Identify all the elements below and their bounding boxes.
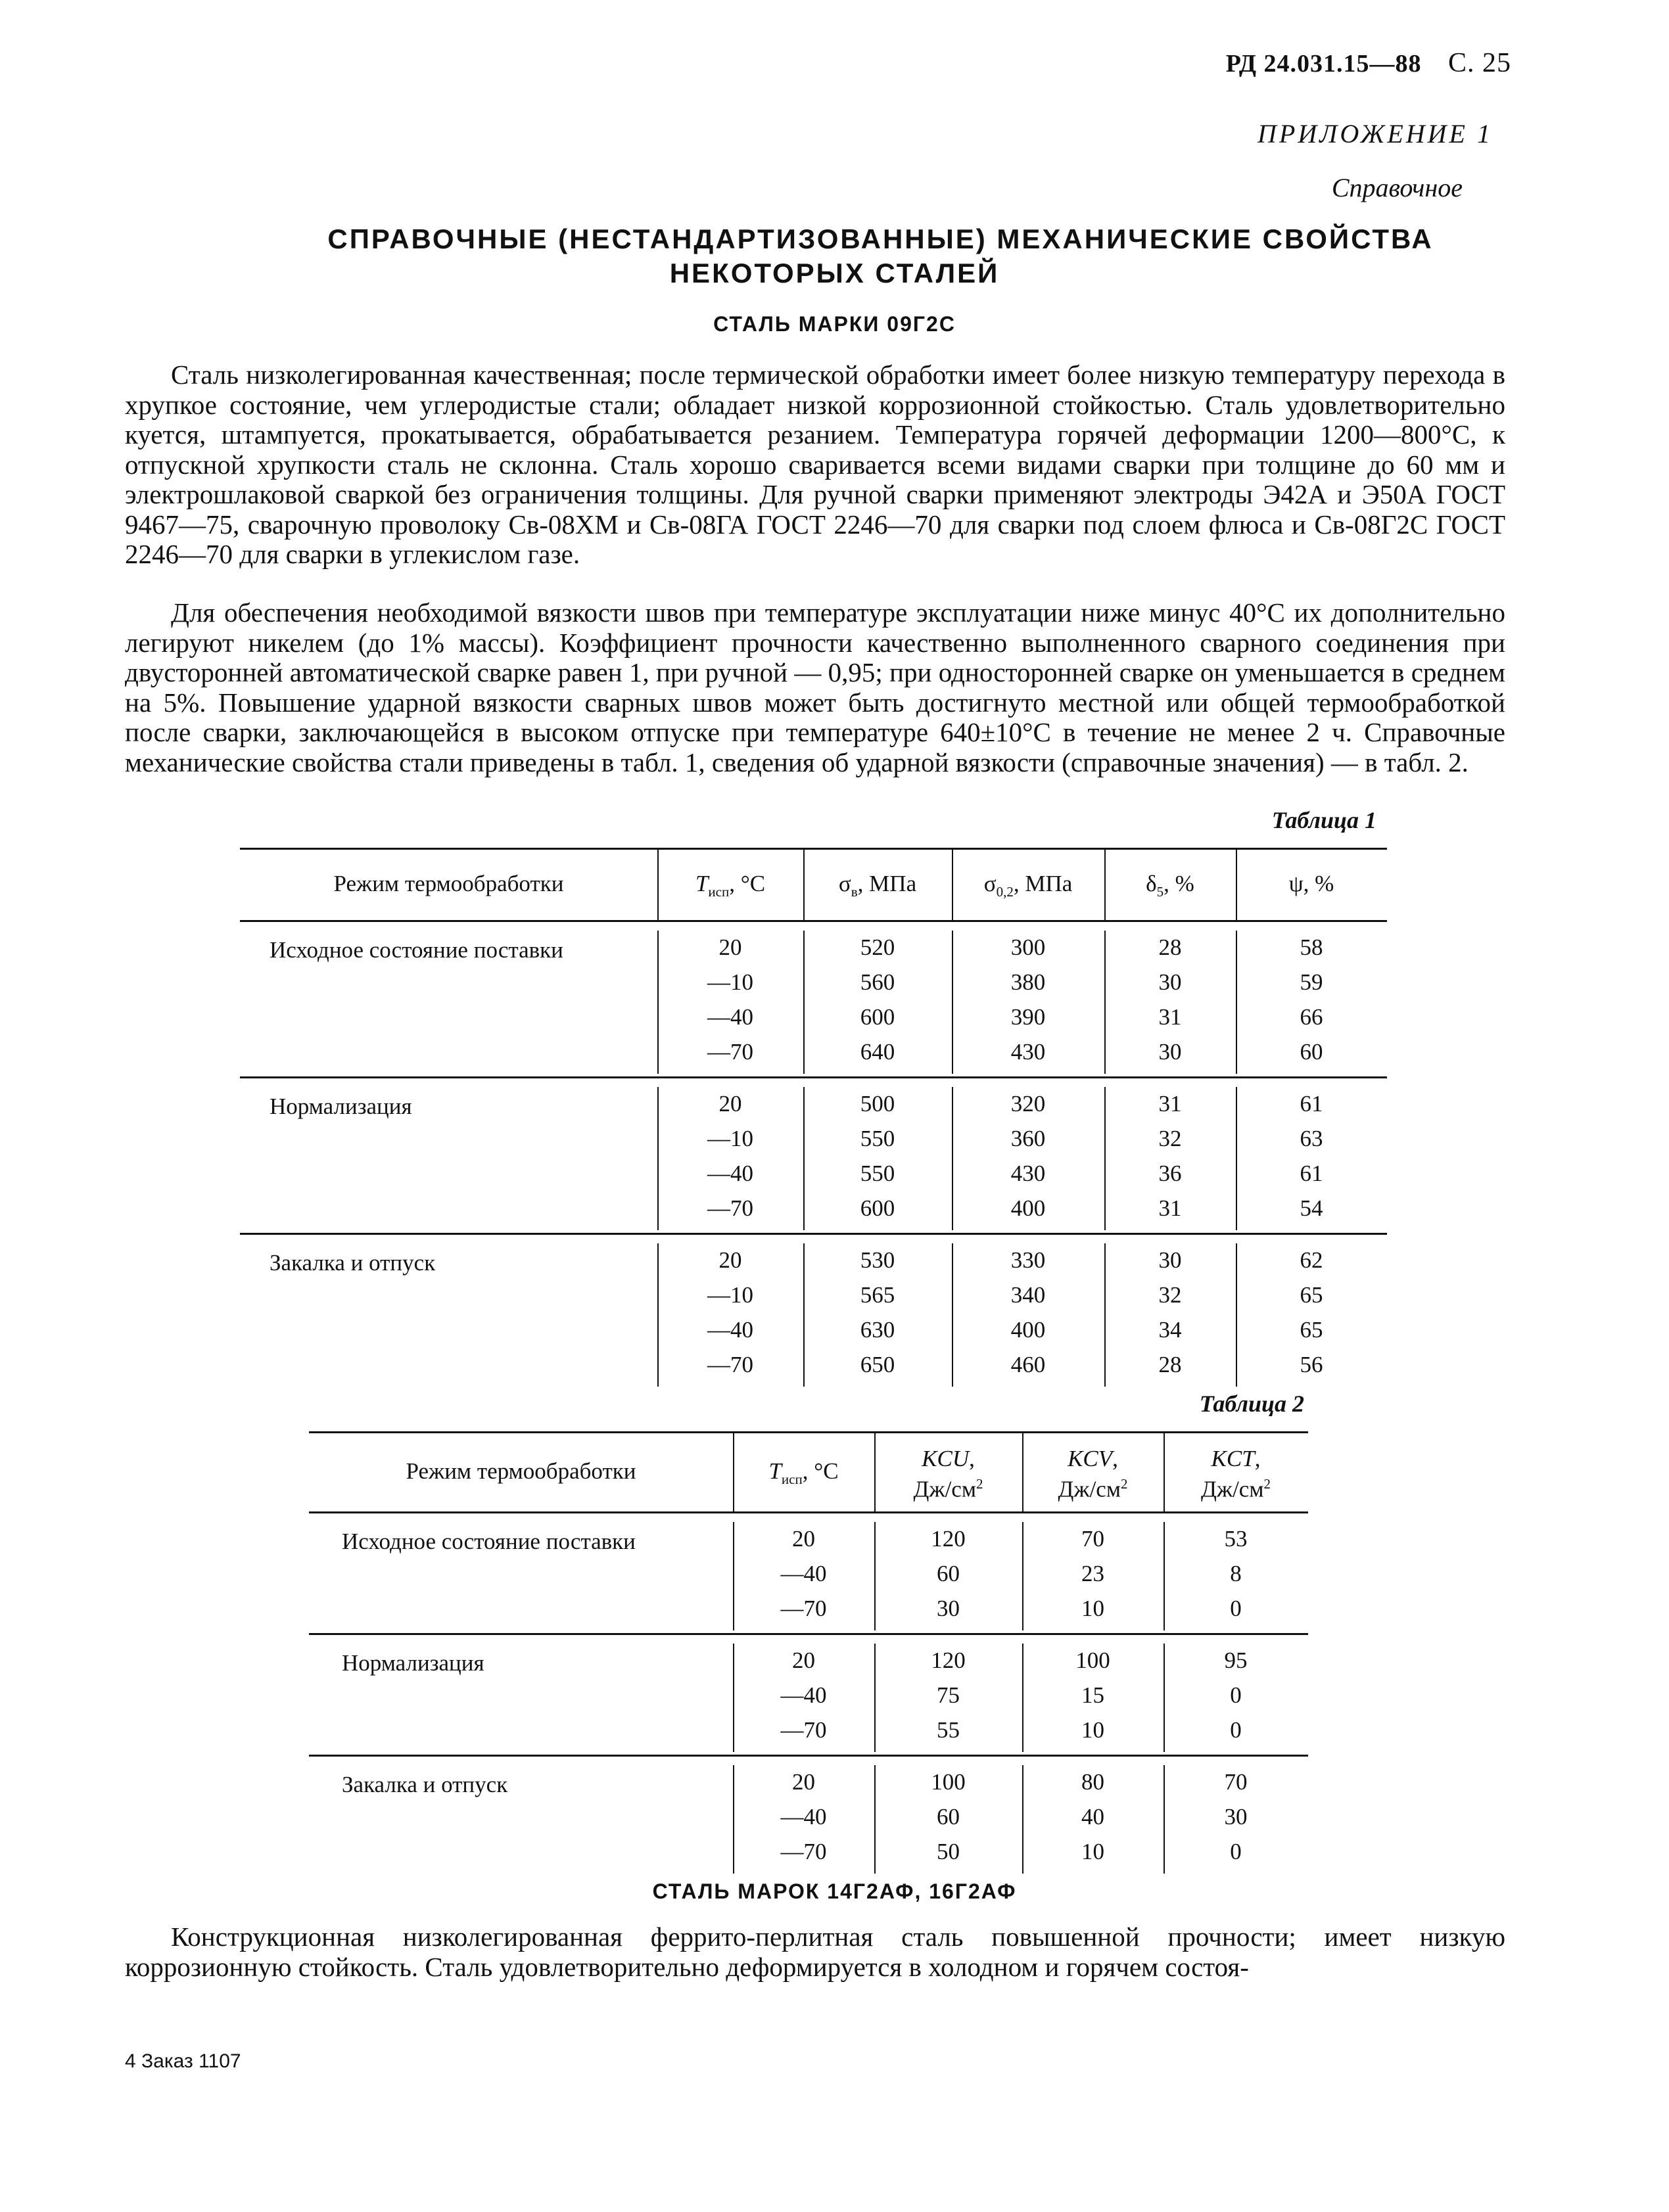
table-cell: 31 xyxy=(1158,1004,1182,1030)
page-number: С. 25 xyxy=(1447,48,1511,78)
table-rule xyxy=(240,920,1387,922)
table-cell: 360 xyxy=(1010,1126,1046,1151)
table-cell: 80 xyxy=(1081,1769,1104,1795)
table-cell: 32 xyxy=(1158,1282,1182,1308)
table-cell: 62 xyxy=(1300,1247,1323,1273)
table-cell: 20 xyxy=(718,1247,742,1273)
table-cell: 60 xyxy=(937,1561,960,1586)
table-cell: 0 xyxy=(1230,1596,1242,1621)
appendix-type: Справочное xyxy=(1331,173,1463,202)
table-rule xyxy=(1236,1087,1237,1230)
table-cell: —40 xyxy=(780,1804,827,1830)
table-cell: 430 xyxy=(1010,1039,1046,1065)
table-cell: 8 xyxy=(1230,1561,1242,1586)
table-rule xyxy=(1022,1765,1023,1874)
table-cell: 400 xyxy=(1010,1317,1046,1343)
table-cell: 120 xyxy=(931,1647,966,1673)
table-cell: 100 xyxy=(931,1769,966,1795)
table-rule xyxy=(1104,1243,1106,1387)
table-rule xyxy=(1022,1431,1023,1511)
table-cell: 10 xyxy=(1081,1839,1104,1864)
table-rule xyxy=(1164,1522,1165,1630)
table-rule xyxy=(952,1087,953,1230)
table-rule xyxy=(1164,1765,1165,1874)
table-cell: 10 xyxy=(1081,1717,1104,1743)
table-cell: 10 xyxy=(1081,1596,1104,1621)
table-cell: 400 xyxy=(1010,1195,1046,1221)
table-rule xyxy=(803,1087,805,1230)
table-cell: —40 xyxy=(780,1561,827,1586)
table-cell: 23 xyxy=(1081,1561,1104,1586)
table-cell: —70 xyxy=(707,1352,753,1377)
table-mode-label: Закалка и отпуск xyxy=(270,1250,436,1276)
table-rule xyxy=(1104,848,1106,920)
table-cell: 320 xyxy=(1010,1091,1046,1117)
table-cell: 0 xyxy=(1230,1839,1242,1864)
table-cell: 30 xyxy=(937,1596,960,1621)
table-cell: 120 xyxy=(931,1526,966,1552)
table-header-cell: $T_{исп}$, °С xyxy=(695,871,766,900)
table-rule xyxy=(1164,1431,1165,1511)
table-rule xyxy=(733,1431,734,1511)
table-rule xyxy=(240,1233,1387,1235)
table-cell: 520 xyxy=(860,934,895,960)
table-cell: —70 xyxy=(780,1596,827,1621)
table-cell: 70 xyxy=(1081,1526,1104,1552)
table-cell: —40 xyxy=(780,1682,827,1708)
table-header-cell: Режим термообработки xyxy=(333,871,564,896)
doc-number: РД 24.031.15—88 xyxy=(1225,50,1422,78)
table-cell: 55 xyxy=(937,1717,960,1743)
table-cell: 15 xyxy=(1081,1682,1104,1708)
table-rule xyxy=(733,1522,734,1630)
table-cell: 63 xyxy=(1300,1126,1323,1151)
table-header-cell: KCU, $Дж/см^2$ xyxy=(913,1446,983,1502)
table-header-cell: Режим термообработки xyxy=(406,1458,636,1484)
table-cell: 59 xyxy=(1300,969,1323,995)
table-mode-label: Исходное состояние поставки xyxy=(342,1529,636,1554)
table-cell: 36 xyxy=(1158,1161,1182,1186)
page-header xyxy=(1226,47,1511,79)
table-header-cell: $\delta_5$, % xyxy=(1146,871,1194,900)
table-cell: 600 xyxy=(860,1195,895,1221)
table-rule xyxy=(1104,931,1106,1074)
table-cell: —40 xyxy=(707,1004,753,1030)
table-cell: 0 xyxy=(1230,1717,1242,1743)
table-rule xyxy=(1236,931,1237,1074)
table-cell: 50 xyxy=(937,1839,960,1864)
appendix-label: ПРИЛОЖЕНИЕ 1 xyxy=(1258,119,1493,149)
table-rule xyxy=(1022,1644,1023,1752)
table-rule xyxy=(952,848,953,920)
table-rule xyxy=(240,848,1387,850)
table-cell: 31 xyxy=(1158,1091,1182,1117)
table-cell: —70 xyxy=(707,1039,753,1065)
table-rule xyxy=(874,1644,876,1752)
table-rule xyxy=(952,1243,953,1387)
table-rule xyxy=(240,1076,1387,1078)
table-header-cell: KCV, $Дж/см^2$ xyxy=(1058,1446,1128,1502)
table-header-cell: KCT, $Дж/см^2$ xyxy=(1201,1446,1271,1502)
table-cell: 61 xyxy=(1300,1161,1323,1186)
footer-order: 4 Заказ 1107 xyxy=(125,2050,241,2072)
table-cell: 640 xyxy=(860,1039,895,1065)
table-rule xyxy=(1104,1087,1106,1230)
table-cell: —10 xyxy=(707,1282,753,1308)
table-cell: 61 xyxy=(1300,1091,1323,1117)
table-cell: 30 xyxy=(1158,1247,1182,1273)
table-rule xyxy=(657,1087,659,1230)
table-rule xyxy=(874,1522,876,1630)
table-cell: 550 xyxy=(860,1161,895,1186)
table-cell: 565 xyxy=(860,1282,895,1308)
table-cell: 60 xyxy=(937,1804,960,1830)
table-header-cell: $\sigma_в$, МПа xyxy=(838,871,917,900)
table-rule xyxy=(657,848,659,920)
table-cell: 460 xyxy=(1010,1352,1046,1377)
table-cell: 550 xyxy=(860,1126,895,1151)
table-cell: 56 xyxy=(1300,1352,1323,1377)
table-cell: 65 xyxy=(1300,1317,1323,1343)
table-cell: 53 xyxy=(1224,1526,1248,1552)
table-cell: 60 xyxy=(1300,1039,1323,1065)
table-rule xyxy=(874,1431,876,1511)
table-rule xyxy=(1236,848,1237,920)
table-cell: 530 xyxy=(860,1247,895,1273)
table-cell: —40 xyxy=(707,1161,753,1186)
table-rule xyxy=(952,931,953,1074)
table-header-cell: ψ, % xyxy=(1288,871,1334,896)
table-cell: 560 xyxy=(860,969,895,995)
table-cell: 650 xyxy=(860,1352,895,1377)
table-cell: 20 xyxy=(792,1769,815,1795)
table-cell: 20 xyxy=(792,1526,815,1552)
table-cell: 65 xyxy=(1300,1282,1323,1308)
table-rule xyxy=(733,1644,734,1752)
table-mode-label: Закалка и отпуск xyxy=(342,1772,508,1797)
table-cell: —10 xyxy=(707,1126,753,1151)
paragraph-2: Для обеспечения необходимой вязкости швов при температуре эксплуатации ниже минус 40°С их дополнительно легируют никелем (до 1% массы). Коэффициент прочности качественно выполненного сварного соединения при двусторонней автоматической сварке равен 1, при ручной — 0,95; при односторонней сварке он уменьшается в среднем на 5%. Повышение ударной вязкости сварных швов может быть достигнуто местной или общей термообработкой после сварки, заключающейся в высоком отпуске при температуре 640±10°С в течение не менее 2 ч. Справочные механические свойства стали приведены в табл. 1, сведения об ударной вязкости (справочные значения) — в табл. 2. xyxy=(125,597,1505,777)
table-cell: 32 xyxy=(1158,1126,1182,1151)
table-cell: 95 xyxy=(1224,1647,1248,1673)
section-heading-09g2s: СТАЛЬ МАРКИ 09Г2С xyxy=(713,312,956,336)
table-cell: 390 xyxy=(1010,1004,1046,1030)
table-rule xyxy=(803,848,805,920)
table-1-caption: Таблица 1 xyxy=(1271,807,1376,833)
table-cell: 31 xyxy=(1158,1195,1182,1221)
table-cell: 66 xyxy=(1300,1004,1323,1030)
table-cell: —70 xyxy=(780,1717,827,1743)
table-cell: 630 xyxy=(860,1317,895,1343)
table-mode-label: Нормализация xyxy=(342,1650,484,1676)
table-cell: 28 xyxy=(1158,934,1182,960)
table-rule xyxy=(803,931,805,1074)
page-title-line-1: СПРАВОЧНЫЕ (НЕСТАНДАРТИЗОВАННЫЕ) МЕХАНИЧЕСКИЕ СВОЙСТВА xyxy=(327,223,1434,254)
table-cell: 300 xyxy=(1010,934,1046,960)
table-cell: 58 xyxy=(1300,934,1323,960)
table-cell: 70 xyxy=(1224,1769,1248,1795)
table-cell: 30 xyxy=(1158,969,1182,995)
table-cell: 500 xyxy=(860,1091,895,1117)
table-rule xyxy=(309,1755,1308,1757)
table-cell: 430 xyxy=(1010,1161,1046,1186)
table-cell: —70 xyxy=(707,1195,753,1221)
table-rule xyxy=(309,1511,1308,1513)
table-rule xyxy=(874,1765,876,1874)
table-rule xyxy=(309,1633,1308,1635)
table-cell: 600 xyxy=(860,1004,895,1030)
table-cell: —70 xyxy=(780,1839,827,1864)
table-cell: 380 xyxy=(1010,969,1046,995)
table-cell: 28 xyxy=(1158,1352,1182,1377)
table-cell: 340 xyxy=(1010,1282,1046,1308)
table-cell: 30 xyxy=(1224,1804,1248,1830)
table-cell: 54 xyxy=(1300,1195,1323,1221)
table-cell: 40 xyxy=(1081,1804,1104,1830)
table-rule xyxy=(1164,1644,1165,1752)
table-cell: 330 xyxy=(1010,1247,1046,1273)
table-cell: 34 xyxy=(1158,1317,1182,1343)
section-heading-14g2af: СТАЛЬ МАРОК 14Г2АФ, 16Г2АФ xyxy=(652,1879,1017,1903)
table-cell: 100 xyxy=(1075,1647,1110,1673)
table-cell: 20 xyxy=(792,1647,815,1673)
page-title-line-2: НЕКОТОРЫХ СТАЛЕЙ xyxy=(669,258,1000,288)
table-cell: 75 xyxy=(937,1682,960,1708)
table-rule xyxy=(309,1431,1308,1433)
table-cell: —10 xyxy=(707,969,753,995)
table-header-cell: $T_{исп}$, °С xyxy=(768,1458,839,1487)
table-rule xyxy=(1236,1243,1237,1387)
table-cell: 20 xyxy=(718,1091,742,1117)
table-rule xyxy=(1022,1522,1023,1630)
table-header-cell: $\sigma_{0,2}$, МПа xyxy=(983,871,1073,900)
table-cell: 0 xyxy=(1230,1682,1242,1708)
table-mode-label: Нормализация xyxy=(270,1094,412,1119)
table-2-caption: Таблица 2 xyxy=(1199,1391,1304,1417)
table-rule xyxy=(657,1243,659,1387)
table-cell: 30 xyxy=(1158,1039,1182,1065)
table-rule xyxy=(657,931,659,1074)
table-cell: 20 xyxy=(718,934,742,960)
paragraph-1: Сталь низколегированная качественная; после термической обработки имеет более низкую температуру перехода в хрупкое состояние, чем углеродистые стали; обладает низкой коррозионной стойкостью. Сталь удовлетворительно куется, штампуется, прокатывается, обрабатывается резанием. Температура горячей деформации 1200—800°С, к отпускной хрупкости сталь не склонна. Сталь хорошо сваривается всеми видами сварки при толщине до 60 мм и электрошлаковой сваркой без ограничения толщины. Для ручной сварки применяют электроды Э42А и Э50А ГОСТ 9467—75, сварочную проволоку Св-08ХМ и Св-08ГА ГОСТ 2246—70 для сварки под слоем флюса и Св-08Г2С ГОСТ 2246—70 для сварки в углекислом газе. xyxy=(125,359,1505,569)
table-cell: —40 xyxy=(707,1317,753,1343)
table-rule xyxy=(803,1243,805,1387)
table-mode-label: Исходное состояние поставки xyxy=(270,937,563,963)
table-rule xyxy=(733,1765,734,1874)
paragraph-3: Конструкционная низколегированная феррито-перлитная сталь повышенной прочности; имеет низкую коррозионную стойкость. Сталь удовлетворительно деформируется в холодном и горячем состоя- xyxy=(125,1922,1505,1982)
